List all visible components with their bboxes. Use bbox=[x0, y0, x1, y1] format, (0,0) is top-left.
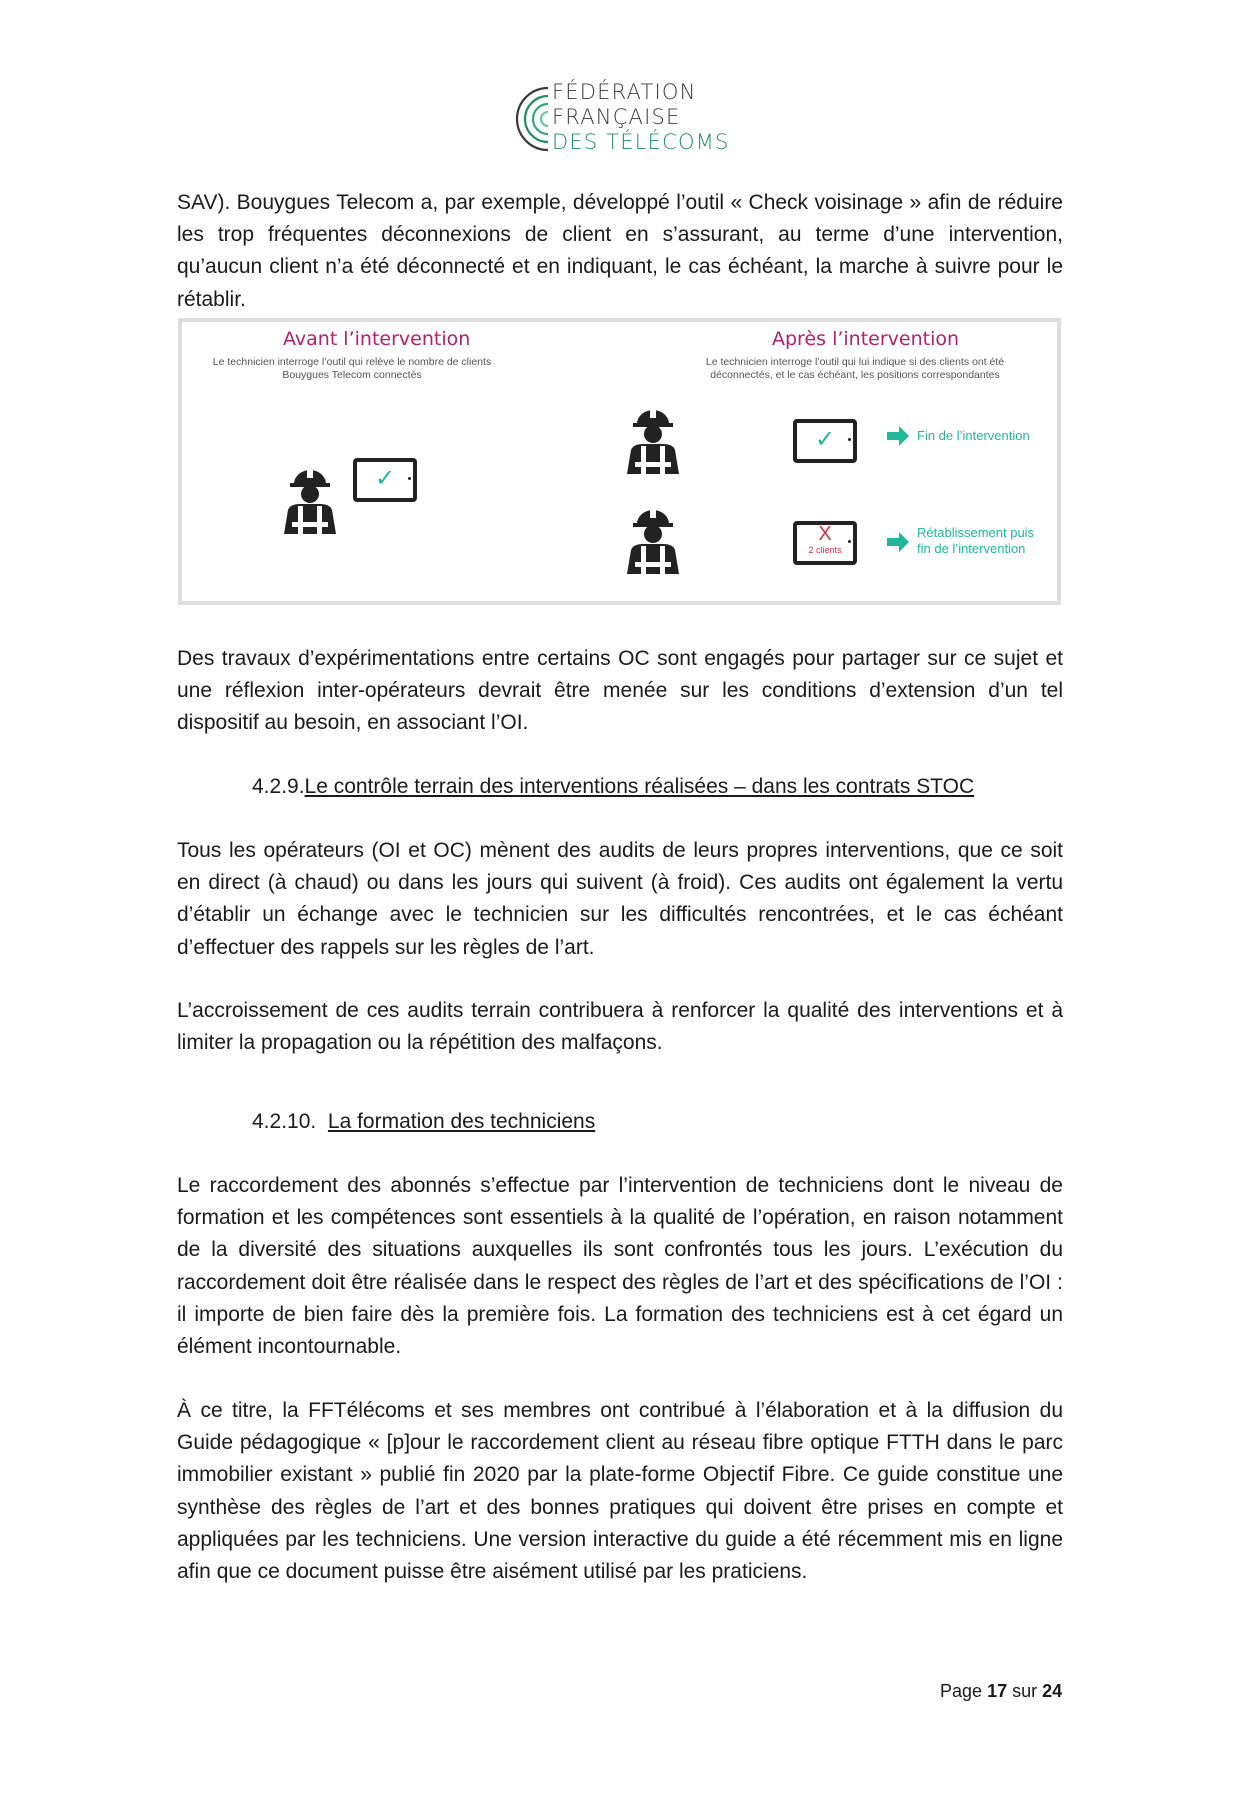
fftelecoms-logo bbox=[508, 80, 738, 158]
tablet-ok-icon bbox=[793, 419, 857, 463]
arrow-right-icon bbox=[887, 426, 909, 446]
intervention-figure bbox=[178, 318, 1061, 605]
outcome-restore-line-2: fin de l’intervention bbox=[917, 541, 1026, 556]
after-title: Après l’intervention bbox=[772, 328, 960, 350]
technician-icon bbox=[278, 464, 342, 536]
tablet-error-icon bbox=[793, 521, 857, 565]
heading-title: La formation des techniciens bbox=[327, 1110, 596, 1133]
technician-icon bbox=[621, 404, 685, 476]
paragraph-experimentations: Des travaux d’expérimentations entre certains OC sont engagés pour partager sur ce sujet et une réflexion inter-opérateurs devrait être menée sur les conditions d’extension d’un tel dispositif au besoin, en associant l’OI. bbox=[177, 647, 1063, 735]
heading-title: Le contrôle terrain des interventions réalisées – dans les contrats STOC bbox=[304, 775, 975, 798]
outcome-restore bbox=[917, 525, 1034, 557]
logo-arcs-icon bbox=[508, 80, 558, 158]
section-heading-4-2-9 bbox=[252, 771, 974, 803]
page-number bbox=[940, 1681, 1062, 1702]
technician-icon bbox=[621, 504, 685, 576]
logo-line-2: FRANÇAISE bbox=[552, 105, 681, 129]
page-current: 17 bbox=[987, 1681, 1008, 1701]
page-total: 24 bbox=[1042, 1681, 1063, 1701]
before-subtitle-line-2: Bouygues Telecom connectés bbox=[282, 369, 422, 381]
outcome-end: Fin de l’intervention bbox=[917, 428, 1030, 443]
logo-line-1: FÉDÉRATION bbox=[552, 80, 697, 104]
section-heading-4-2-10 bbox=[252, 1106, 595, 1138]
paragraph-accroissement: L’accroissement de ces audits terrain contribuera à renforcer la qualité des interventions et à limiter la propagation ou la répétition des malfaçons. bbox=[177, 999, 1063, 1055]
page-sep: sur bbox=[1012, 1681, 1038, 1701]
arrow-right-icon bbox=[887, 532, 909, 552]
after-subtitle-line-2: déconnectés, et le cas échéant, les positions correspondantes bbox=[710, 369, 1000, 381]
after-subtitle bbox=[690, 356, 1020, 382]
page-label: Page bbox=[940, 1681, 983, 1701]
paragraph-guide: À ce titre, la FFTélécoms et ses membres ont contribué à l’élaboration et à la diffusion du Guide pédagogique « [p]our le raccordement client au réseau fibre optique FTTH dans le parc immobilier existant » publié fin 2020 par la plate-forme Objectif Fibre. Ce guide constitue une synthèse des règles de l’art et des bonnes pratiques qui doivent être prises en compte et appliquées par les techniciens. Une version interactive du guide a été récemment mis en ligne afin que ce document puisse être aisément utilisé par les praticiens. bbox=[177, 1399, 1063, 1584]
heading-number: 4.2.9. bbox=[252, 775, 305, 798]
after-subtitle-line-1: Le technicien interroge l’outil qui lui indique si des clients ont été bbox=[705, 356, 1005, 368]
logo-line-3: DES TÉLÉCOMS bbox=[552, 130, 730, 154]
disconnected-count: 2 clients bbox=[808, 545, 842, 555]
outcome-restore-line-1: Rétablissement puis bbox=[917, 525, 1035, 540]
before-subtitle-line-1: Le technicien interroge l’outil qui relève le nombre de clients bbox=[212, 356, 492, 368]
tablet-ok-icon bbox=[353, 458, 417, 502]
paragraph-raccordement: Le raccordement des abonnés s’effectue par l’intervention de techniciens dont le niveau de formation et les compétences sont essentiels à la qualité de l’opération, en raison notamment de la diversité des situations auxquelles ils sont confrontés tous les jours. L’exécution du raccordement doit être réalisée dans le respect des règles de l’art et des spécifications de l’OI : il importe de bien faire dès la première fois. La formation des techniciens est à cet égard un élément incontournable. bbox=[177, 1174, 1063, 1359]
heading-number: 4.2.10. bbox=[252, 1110, 317, 1133]
check-icon: ✓ bbox=[374, 465, 396, 492]
check-icon: ✓ bbox=[814, 426, 836, 453]
before-subtitle bbox=[202, 356, 502, 382]
x-icon: X bbox=[818, 523, 832, 545]
paragraph-check-voisinage: SAV). Bouygues Telecom a, par exemple, développé l’outil « Check voisinage » afin de réduire les trop fréquentes déconnexions de client en s’assurant, au terme d’une intervention, qu’aucun client n’a été déconnecté et en indiquant, le cas échéant, la marche à suivre pour le rétablir. bbox=[177, 191, 1063, 311]
before-title: Avant l’intervention bbox=[283, 328, 471, 350]
paragraph-audits: Tous les opérateurs (OI et OC) mènent des audits de leurs propres interventions, que ce soit en direct (à chaud) ou dans les jours qui suivent (à froid). Ces audits ont également la vertu d’établir un échange avec le technicien sur les difficultés rencontrées, et le cas échéant d’effectuer des rappels sur les règles de l’art. bbox=[177, 839, 1063, 959]
